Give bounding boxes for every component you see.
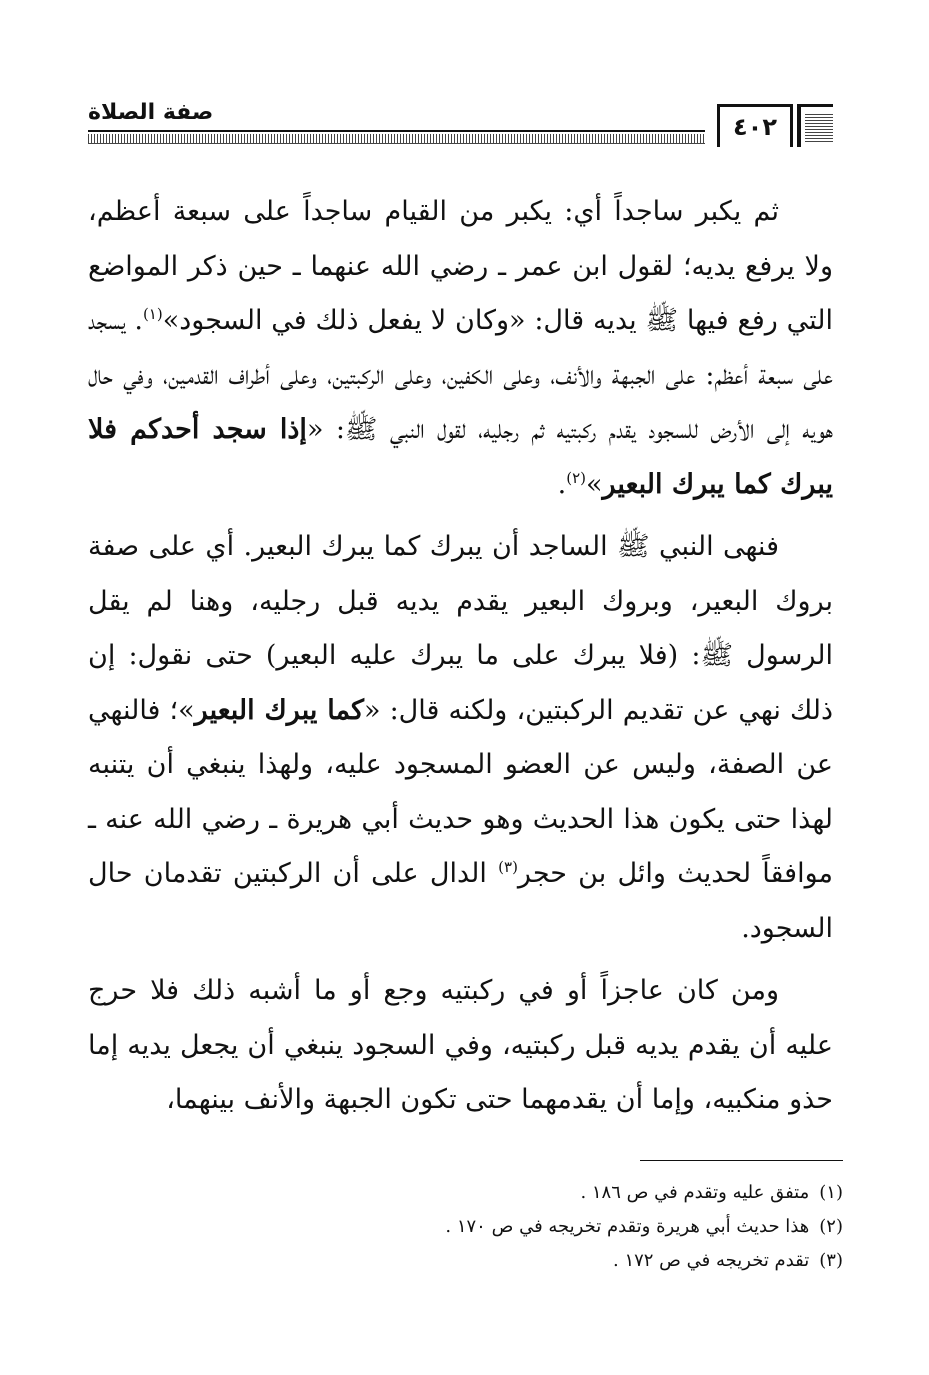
footnote-marker: (١) bbox=[142, 305, 163, 323]
footnotes bbox=[200, 1176, 843, 1278]
header-rule bbox=[88, 130, 705, 132]
page-number-box bbox=[717, 104, 793, 147]
paragraph-3 bbox=[88, 964, 833, 1128]
paragraph-text: فنهى النبي ﷺ الساجد أن يبرك كما يبرك البعير. أي على صفة بروك البعير، وبروك البعير يقدم يديه قبل رجليه، وهنا لم يقل الرسول ﷺ: (فلا يبرك على ما يبرك عليه البعير) حتى نقول: إن ذلك نهي عن تقديم الركبتين، ولكنه قال: « bbox=[88, 531, 833, 726]
paragraph-text: »؛ فالنهي عن الصفة، وليس عن العضو المسجود عليه، ولهذا ينبغي أن يتنبه لهذا حتى يكون هذا الحديث وهو حديث أبي هريرة ـ رضي الله عنه ـ موافقاً لحديث وائل بن حجر bbox=[88, 694, 833, 889]
footnote-1 bbox=[200, 1176, 843, 1210]
footnote-number: (٣) bbox=[819, 1250, 843, 1271]
paragraph-text: » bbox=[586, 468, 603, 500]
paragraph-text: . يسجد على سبعة أعظم: على الجبهة والأنف، وعلى الكفين، وعلى الركبتين، وعلى أطراف القدمين، وفي حال هويه إلى الأرض للسجود يقدم ركبتيه ثم رجليه، لقول النبي ﷺ: « bbox=[88, 305, 834, 445]
footnote-text: تقدم تخريجه في ص ١٧٢ . bbox=[612, 1250, 810, 1271]
footnote-3 bbox=[200, 1244, 843, 1278]
paragraph-text: الدال على أن الركبتين تقدمان حال السجود. bbox=[88, 858, 833, 944]
paragraph-text: ثم يكبر ساجداً أي: يكبر من القيام ساجداً على سبعة أعظم، ولا يرفع يديه؛ لقول ابن عمر ـ رضي الله عنهما ـ حين ذكر المواضع التي رفع فيها ﷺ يديه قال: «وكان لا يفعل ذلك في السجود» bbox=[88, 196, 833, 336]
page-number: ٤٠٢ bbox=[733, 113, 777, 141]
footnote-marker: (٢) bbox=[566, 468, 586, 487]
header-hatch-rule bbox=[88, 134, 705, 144]
footnote-number: (٢) bbox=[819, 1216, 843, 1237]
paragraph-2 bbox=[88, 520, 833, 956]
book-title: صفة الصلاة bbox=[88, 100, 214, 125]
footnote-text: متفق عليه وتقدم في ص ١٨٦ . bbox=[580, 1182, 810, 1203]
paragraph-1 bbox=[88, 185, 833, 512]
footnote-marker: (٣) bbox=[498, 858, 518, 876]
running-header bbox=[88, 96, 833, 154]
footnote-text: هذا حديث أبي هريرة وتقدم تخريجه في ص ١٧٠ . bbox=[445, 1216, 810, 1237]
page-body bbox=[88, 185, 833, 1128]
footnote-number: (١) bbox=[819, 1182, 843, 1203]
paragraph-text: . bbox=[557, 468, 567, 500]
hadith-quote: كما يبرك البعير bbox=[194, 694, 364, 726]
header-corner-hatch bbox=[805, 112, 833, 142]
footnote-separator bbox=[640, 1160, 843, 1161]
paragraph-text: ومن كان عاجزاً أو في ركبتيه وجع أو ما أشبه ذلك فلا حرج عليه أن يقدم يديه قبل ركبتيه، وفي السجود ينبغي أن يجعل يديه إما حذو منكبيه، وإما أن يقدمهما حتى تكون الجبهة والأنف بينهما، bbox=[88, 975, 833, 1115]
hadith-quote: إذا سجد أحدكم فلا يبرك كما يبرك البعير bbox=[88, 414, 833, 500]
footnote-2 bbox=[200, 1210, 843, 1244]
